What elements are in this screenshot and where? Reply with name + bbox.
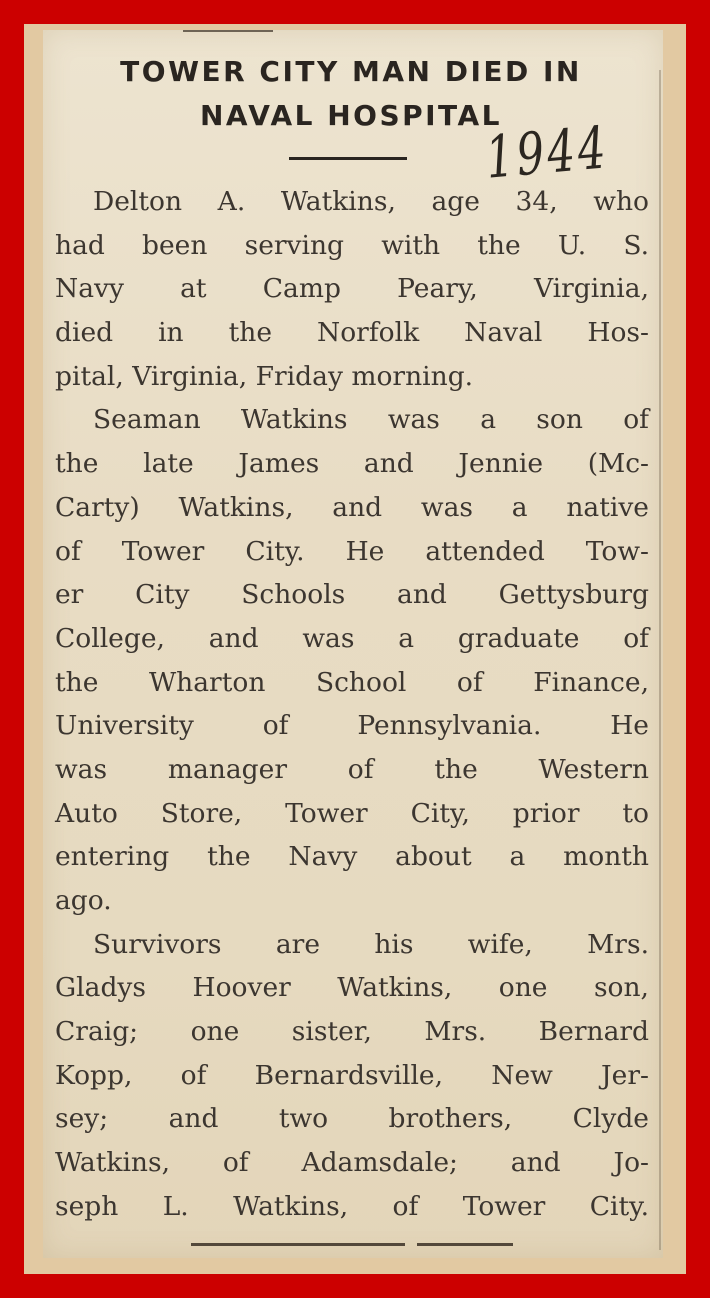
headline-line-1: TOWER CITY MAN DIED IN [120, 55, 582, 88]
body-line: College, and was a graduate of [55, 622, 649, 654]
body-line: Craig; one sister, Mrs. Bernard [55, 1016, 649, 1048]
headline-separator [289, 157, 407, 160]
body-line: was manager of the Western [55, 753, 649, 785]
body-line: Navy at Camp Peary, Virginia, [55, 273, 649, 305]
body-line: ago. [55, 885, 112, 916]
body-line: Survivors are his wife, Mrs. [93, 928, 649, 960]
body-line: Delton A. Watkins, age 34, who [93, 186, 649, 217]
body-line: entering the Navy about a month [55, 841, 649, 873]
body-line: Seaman Watkins was a son of [93, 404, 649, 436]
body-line: died in the Norfolk Naval Hos- [55, 317, 649, 349]
handwritten-year: 1944 [483, 113, 612, 192]
headline-line-2: NAVAL HOSPITAL [199, 99, 502, 132]
body-line: er City Schools and Gettysburg [55, 579, 649, 611]
bottom-rule-left [191, 1243, 405, 1246]
body-line: Gladys Hoover Watkins, one son, [55, 972, 649, 1004]
body-line: Watkins, of Adamsdale; and Jo- [55, 1147, 649, 1179]
body-line: University of Pennsylvania. He [55, 710, 649, 742]
body-line: of Tower City. He attended Tow- [55, 535, 649, 567]
body-line: pital, Virginia, Friday morning. [55, 360, 474, 392]
body-line: seph L. Watkins, of Tower City. [55, 1190, 649, 1222]
article-body [55, 180, 649, 1229]
body-line: the late James and Jennie (Mc- [55, 448, 649, 480]
body-line: Auto Store, Tower City, prior to [55, 797, 649, 829]
newspaper-clipping [43, 30, 663, 1258]
bottom-rule-right [417, 1243, 513, 1246]
column-edge-line [659, 70, 661, 1250]
body-line: had been serving with the U. S. [55, 229, 649, 261]
top-rule [183, 30, 273, 32]
body-line: sey; and two brothers, Clyde [55, 1103, 649, 1135]
body-line: Carty) Watkins, and was a native [55, 491, 649, 523]
body-line: the Wharton School of Finance, [55, 666, 649, 698]
body-line: Kopp, of Bernardsville, New Jer- [55, 1059, 649, 1091]
